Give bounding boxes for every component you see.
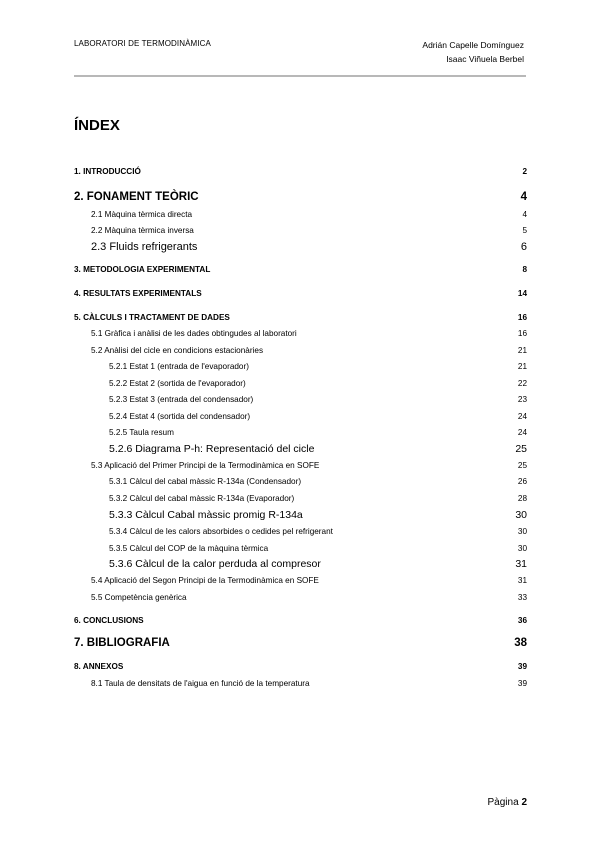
toc-entry[interactable]	[74, 265, 527, 274]
page-number: 2	[521, 797, 527, 808]
toc-entry-page: 25	[515, 443, 527, 455]
toc-entry[interactable]	[74, 428, 527, 437]
page-title: ÍNDEX	[74, 117, 120, 134]
toc-entry-label: 2.1 Màquina tèrmica directa	[91, 210, 193, 219]
toc-entry[interactable]	[74, 191, 527, 203]
toc-entry[interactable]	[74, 412, 527, 421]
toc-entry-label: 5.3.6 Càlcul de la calor perduda al compresor	[109, 558, 321, 570]
toc-entry-label: 5.2.5 Taula resum	[109, 428, 174, 437]
toc-entry-label: 4. RESULTATS EXPERIMENTALS	[74, 289, 202, 298]
toc-entry[interactable]	[74, 494, 527, 503]
toc-entry-label: 5.5 Competència genèrica	[91, 593, 187, 602]
toc-entry-label: 5.3.1 Càlcul del cabal màssic R-134a (Condensador)	[109, 477, 302, 486]
toc-entry-page: 23	[517, 395, 527, 404]
toc-entry[interactable]	[74, 329, 527, 338]
toc-entry-page: 8	[522, 265, 527, 274]
toc-entry-page: 24	[517, 412, 527, 421]
header-divider	[74, 75, 526, 77]
toc-entry[interactable]	[74, 395, 527, 404]
toc-entry-page: 30	[517, 527, 527, 536]
toc-entry-label: 2.3 Fluids refrigerants	[91, 241, 198, 253]
toc-entry[interactable]	[74, 461, 527, 470]
toc-entry[interactable]	[74, 362, 527, 371]
toc-entry-page: 16	[517, 313, 527, 322]
toc-entry-label: 7. BIBLIOGRAFIA	[74, 637, 170, 649]
toc-entry-page: 30	[517, 544, 527, 553]
toc-entry-label: 5.3.2 Càlcul del cabal màssic R-134a (Evaporador)	[109, 494, 295, 503]
toc-entry-page: 4	[522, 210, 527, 219]
toc-entry[interactable]	[74, 679, 527, 688]
toc-entry-page: 21	[517, 346, 527, 355]
toc-entry-label: 5.3.5 Càlcul del COP de la màquina tèrmica	[109, 544, 269, 553]
toc-entry-label: 5.3 Aplicació del Primer Principi de la Termodinàmica en SOFE	[91, 461, 320, 470]
toc-entry[interactable]	[74, 226, 527, 235]
toc-entry-page: 31	[517, 576, 527, 585]
toc-entry-label: 8. ANNEXOS	[74, 662, 124, 671]
toc-entry[interactable]	[74, 616, 527, 625]
toc-entry-label: 3. METODOLOGIA EXPERIMENTAL	[74, 265, 211, 274]
toc-entry-page: 16	[517, 329, 527, 338]
toc-entry[interactable]	[74, 443, 527, 455]
toc-entry[interactable]	[74, 313, 527, 322]
toc-entry-page: 4	[520, 191, 527, 203]
toc-entry-label: 2. FONAMENT TEÒRIC	[74, 191, 199, 203]
toc-entry[interactable]	[74, 167, 527, 176]
toc-entry[interactable]	[74, 527, 527, 536]
toc-entry[interactable]	[74, 379, 527, 388]
toc-entry-page: 6	[520, 241, 527, 253]
toc-entry[interactable]	[74, 637, 527, 649]
toc-entry-page: 2	[522, 167, 527, 176]
toc-entry-label: 5.2.2 Estat 2 (sortida de l'evaporador)	[109, 379, 246, 388]
page-footer	[488, 797, 527, 808]
toc-entry-page: 24	[517, 428, 527, 437]
toc-entry-page: 5	[522, 226, 527, 235]
toc-entry-page: 33	[517, 593, 527, 602]
toc-entry-label: 5.1 Gràfica i anàlisi de les dades obtingudes al laboratori	[91, 329, 297, 338]
header-authors	[422, 38, 524, 66]
toc-entry-label: 5.3.3 Càlcul Cabal màssic promig R-134a	[109, 509, 303, 521]
toc-entry-label: 6. CONCLUSIONS	[74, 616, 144, 625]
toc-entry-page: 22	[517, 379, 527, 388]
toc-entry-page: 25	[517, 461, 527, 470]
toc-entry[interactable]	[74, 593, 527, 602]
toc-entry-label: 8.1 Taula de densitats de l'aigua en funció de la temperatura	[91, 679, 310, 688]
header-author-1: Adrián Capelle Domínguez	[422, 40, 524, 50]
toc-entry[interactable]	[74, 289, 527, 298]
toc-entry-page: 39	[517, 662, 527, 671]
toc-entry[interactable]	[74, 477, 527, 486]
toc-entry-page: 39	[517, 679, 527, 688]
toc-entry[interactable]	[74, 558, 527, 570]
toc-entry[interactable]	[74, 662, 527, 671]
toc-entry-label: 1. INTRODUCCIÓ	[74, 167, 141, 176]
footer-label: Pàgina	[487, 797, 519, 808]
toc-entry-label: 5.2.1 Estat 1 (entrada de l'evaporador)	[109, 362, 249, 371]
toc-entry-label: 5.2 Anàlisi del cicle en condicions estacionàries	[91, 346, 264, 355]
toc-entry-label: 5.3.4 Càlcul de les calors absorbides o cedides pel refrigerant	[109, 527, 333, 536]
header-course: LABORATORI DE TERMODINÀMICA	[74, 39, 211, 48]
toc-entry[interactable]	[74, 346, 527, 355]
toc-entry[interactable]	[74, 241, 527, 253]
toc-entry-page: 14	[517, 289, 527, 298]
toc-entry[interactable]	[74, 576, 527, 585]
toc-entry-page: 28	[517, 494, 527, 503]
toc-entry-page: 38	[514, 637, 527, 649]
toc-entry-label: 5. CÀLCULS I TRACTAMENT DE DADES	[74, 313, 230, 322]
toc-entry-label: 5.2.4 Estat 4 (sortida del condensador)	[109, 412, 251, 421]
toc-entry-label: 5.4 Aplicació del Segon Principi de la Termodinàmica en SOFE	[91, 576, 319, 585]
toc-entry-page: 36	[517, 616, 527, 625]
toc-entry-label: 5.2.3 Estat 3 (entrada del condensador)	[109, 395, 254, 404]
toc-entry-label: 5.2.6 Diagrama P-h: Representació del cicle	[109, 443, 315, 455]
toc-entry[interactable]	[74, 544, 527, 553]
toc-entry[interactable]	[74, 210, 527, 219]
toc-entry-label: 2.2 Màquina tèrmica inversa	[91, 226, 194, 235]
header-author-2: Isaac Viñuela Berbel	[446, 54, 524, 64]
toc-entry-page: 21	[517, 362, 527, 371]
toc-entry-page: 26	[517, 477, 527, 486]
toc-entry-page: 31	[515, 558, 527, 570]
toc-entry[interactable]	[74, 509, 527, 521]
toc-entry-page: 30	[515, 509, 527, 521]
